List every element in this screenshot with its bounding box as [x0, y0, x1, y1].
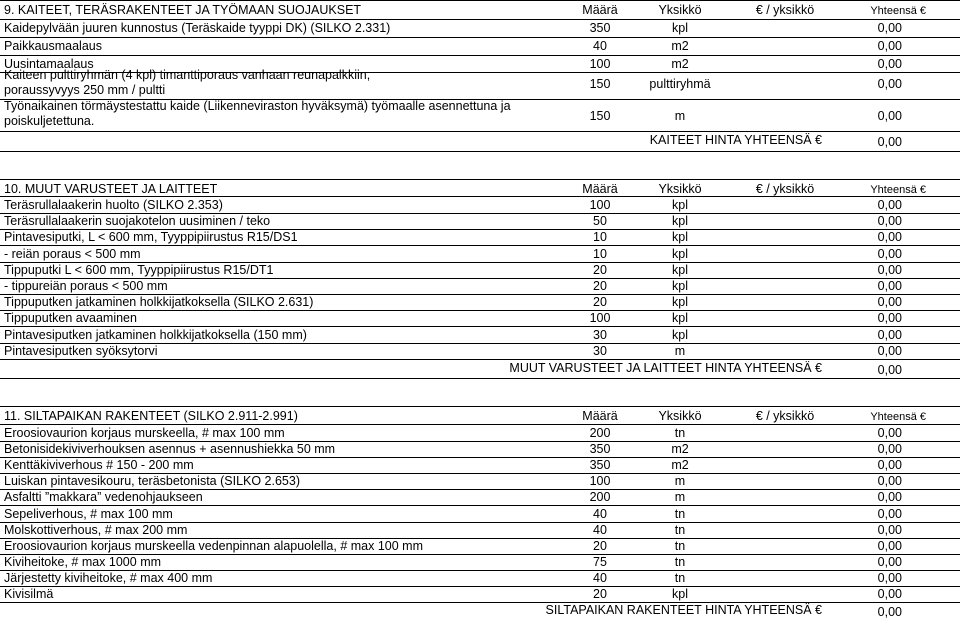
row-desc: Eroosiovaurion korjaus murskeella, # max 100 mm [4, 426, 285, 440]
row-desc: - reiän poraus < 500 mm [4, 246, 141, 261]
row-qty: 75 [593, 554, 607, 569]
row-unit: kpl [672, 246, 688, 261]
section-9-total-label: KAITEET HINTA YHTEENSÄ € [649, 133, 822, 147]
row-unit: kpl [672, 214, 688, 229]
row-total[interactable]: 0,00 [877, 279, 902, 293]
row-total[interactable]: 0,00 [877, 458, 902, 473]
row-qty: 40 [593, 506, 607, 521]
header-qty: Määrä [582, 409, 618, 423]
row-unit: kpl [672, 311, 688, 326]
row-desc: Sepeliverhous, # max 100 mm [4, 506, 173, 521]
row-unit: kpl [672, 279, 688, 293]
row-unit: kpl [672, 587, 688, 601]
section-11-total-label: SILTAPAIKAN RAKENTEET HINTA YHTEENSÄ € [545, 603, 822, 617]
row-desc: Betonisidekiviverhouksen asennus + asennushiekka 50 mm [4, 442, 336, 457]
row-total[interactable]: 0,00 [877, 109, 902, 123]
divider [0, 310, 960, 311]
row-desc: Tippuputken jatkaminen holkkijatkoksella (SILKO 2.631) [4, 295, 314, 310]
row-qty: 100 [589, 57, 611, 71]
row-qty: 100 [589, 474, 611, 489]
row-unit: m [674, 109, 686, 123]
row-qty: 100 [589, 311, 611, 326]
row-qty: 150 [589, 77, 611, 91]
row-total[interactable]: 0,00 [877, 21, 902, 35]
row-desc: Uusintamaalaus [4, 57, 94, 71]
row-total[interactable]: 0,00 [877, 77, 902, 91]
divider [0, 0, 960, 1]
section-9-title: 9. KAITEET, TERÄSRAKENTEET JA TYÖMAAN SUOJAUKSET [4, 3, 362, 17]
section-9-total-value[interactable]: 0,00 [877, 135, 902, 149]
row-unit: tn [674, 570, 686, 585]
row-qty: 10 [593, 246, 607, 261]
row-unit: kpl [672, 295, 688, 310]
header-unit: Yksikkö [658, 409, 702, 423]
row-desc: - tippureiän poraus < 500 mm [4, 279, 168, 293]
row-total[interactable]: 0,00 [877, 570, 902, 585]
header-per-unit: € / yksikkö [755, 409, 815, 423]
divider [0, 179, 960, 180]
row-qty: 40 [593, 570, 607, 585]
divider [0, 37, 960, 38]
header-total: Yhteensä € [870, 5, 926, 17]
row-unit: kpl [672, 327, 688, 342]
section-11-title: 11. SILTAPAIKAN RAKENTEET (SILKO 2.911-2.991) [4, 409, 298, 423]
row-desc: Luiskan pintavesikouru, teräsbetonista (SILKO 2.653) [4, 474, 301, 489]
row-qty: 150 [589, 109, 611, 123]
row-unit: m [674, 490, 686, 505]
divider [0, 406, 960, 407]
row-desc: Kivisilmä [4, 587, 54, 601]
row-desc: Pintavesiputken jatkaminen holkkijatkoksella (150 mm) [4, 327, 307, 342]
header-per-unit: € / yksikkö [755, 3, 815, 17]
row-total[interactable]: 0,00 [877, 39, 902, 53]
section-10-total-value[interactable]: 0,00 [877, 363, 902, 377]
row-desc: Molskottiverhous, # max 200 mm [4, 522, 188, 537]
row-total[interactable]: 0,00 [877, 343, 902, 358]
header-qty: Määrä [582, 3, 618, 17]
row-total[interactable]: 0,00 [877, 262, 902, 277]
row-desc: Teräsrullalaakerin suojakotelon uusiminen / teko [4, 214, 271, 229]
row-total[interactable]: 0,00 [877, 57, 902, 71]
row-total[interactable]: 0,00 [877, 311, 902, 326]
row-total[interactable]: 0,00 [877, 522, 902, 537]
row-unit: m2 [671, 39, 689, 53]
row-total[interactable]: 0,00 [877, 587, 902, 601]
row-unit: m2 [671, 57, 689, 71]
row-unit: pulttiryhmä [649, 77, 711, 91]
row-qty: 350 [589, 21, 611, 35]
row-total[interactable]: 0,00 [877, 474, 902, 489]
row-unit: m [674, 474, 686, 489]
row-qty: 350 [589, 442, 611, 457]
row-unit: kpl [672, 262, 688, 277]
row-desc: Pintavesiputki, L < 600 mm, Tyyppipiirustus R15/DS1 [4, 230, 298, 245]
header-qty: Määrä [582, 182, 618, 196]
header-total: Yhteensä € [870, 184, 926, 196]
section-10-total-label: MUUT VARUSTEET JA LAITTEET HINTA YHTEENSÄ € [509, 361, 822, 375]
row-qty: 20 [593, 262, 607, 277]
row-total[interactable]: 0,00 [877, 198, 902, 212]
row-total[interactable]: 0,00 [877, 538, 902, 553]
row-total[interactable]: 0,00 [877, 214, 902, 229]
row-desc: Paikkausmaalaus [4, 39, 102, 53]
row-unit: m2 [671, 458, 689, 473]
row-desc: Kaidepylvään juuren kunnostus (Teräskaide tyyppi DK) (SILKO 2.331) [4, 21, 391, 35]
row-total[interactable]: 0,00 [877, 442, 902, 457]
row-qty: 10 [593, 230, 607, 245]
row-desc: Kaiteen pulttiryhmän (4 kpl) timanttiporaus vanhaan reunapalkkiin, poraussyvyys 250 mm / pultti [4, 68, 371, 97]
row-unit: kpl [672, 230, 688, 245]
row-qty: 30 [593, 327, 607, 342]
header-unit: Yksikkö [658, 3, 702, 17]
row-total[interactable]: 0,00 [877, 327, 902, 342]
row-desc: Työnaikainen törmäystestattu kaide (Liikenneviraston hyväksymä) työmaalle asennettuna ja poiskuljetettuna. [4, 99, 511, 128]
row-qty: 100 [589, 198, 611, 212]
row-total[interactable]: 0,00 [877, 295, 902, 310]
row-unit: tn [674, 538, 686, 553]
divider [0, 245, 960, 246]
header-total: Yhteensä € [870, 411, 926, 423]
row-qty: 200 [589, 426, 611, 440]
row-total[interactable]: 0,00 [877, 490, 902, 505]
section-11-total-value[interactable]: 0,00 [877, 605, 902, 619]
row-total[interactable]: 0,00 [877, 554, 902, 569]
row-total[interactable]: 0,00 [877, 230, 902, 245]
row-total[interactable]: 0,00 [877, 426, 902, 440]
row-qty: 20 [593, 295, 607, 310]
row-unit: tn [674, 506, 686, 521]
divider [0, 151, 960, 152]
row-unit: tn [674, 522, 686, 537]
row-qty: 20 [593, 587, 607, 601]
section-10-title: 10. MUUT VARUSTEET JA LAITTEET [4, 182, 218, 196]
row-unit: kpl [672, 198, 688, 212]
row-qty: 200 [589, 490, 611, 505]
row-qty: 50 [593, 214, 607, 229]
row-qty: 20 [593, 279, 607, 293]
row-qty: 20 [593, 538, 607, 553]
row-qty: 40 [593, 39, 607, 53]
row-desc: Teräsrullalaakerin huolto (SILKO 2.353) [4, 198, 223, 212]
header-unit: Yksikkö [658, 182, 702, 196]
row-desc: Asfaltti ”makkara” vedenohjaukseen [4, 490, 203, 505]
row-desc: Tippuputki L < 600 mm, Tyyppipiirustus R15/DT1 [4, 262, 274, 277]
row-unit: tn [674, 554, 686, 569]
row-desc: Järjestetty kiviheitoke, # max 400 mm [4, 570, 213, 585]
row-desc: Pintavesiputken syöksytorvi [4, 343, 158, 358]
row-desc: Kiviheitoke, # max 1000 mm [4, 554, 162, 569]
row-unit: m2 [671, 442, 689, 457]
divider [0, 586, 960, 587]
divider [0, 378, 960, 379]
row-unit: tn [674, 426, 686, 440]
header-per-unit: € / yksikkö [755, 182, 815, 196]
row-desc: Kenttäkiviverhous # 150 - 200 mm [4, 458, 194, 473]
row-qty: 40 [593, 522, 607, 537]
row-qty: 350 [589, 458, 611, 473]
row-total[interactable]: 0,00 [877, 506, 902, 521]
row-total[interactable]: 0,00 [877, 246, 902, 261]
row-unit: m [674, 343, 686, 358]
row-qty: 30 [593, 343, 607, 358]
row-desc: Tippuputken avaaminen [4, 311, 137, 326]
divider [0, 55, 960, 56]
row-desc: Eroosiovaurion korjaus murskeella vedenpinnan alapuolella, # max 100 mm [4, 538, 423, 553]
row-unit: kpl [672, 21, 688, 35]
